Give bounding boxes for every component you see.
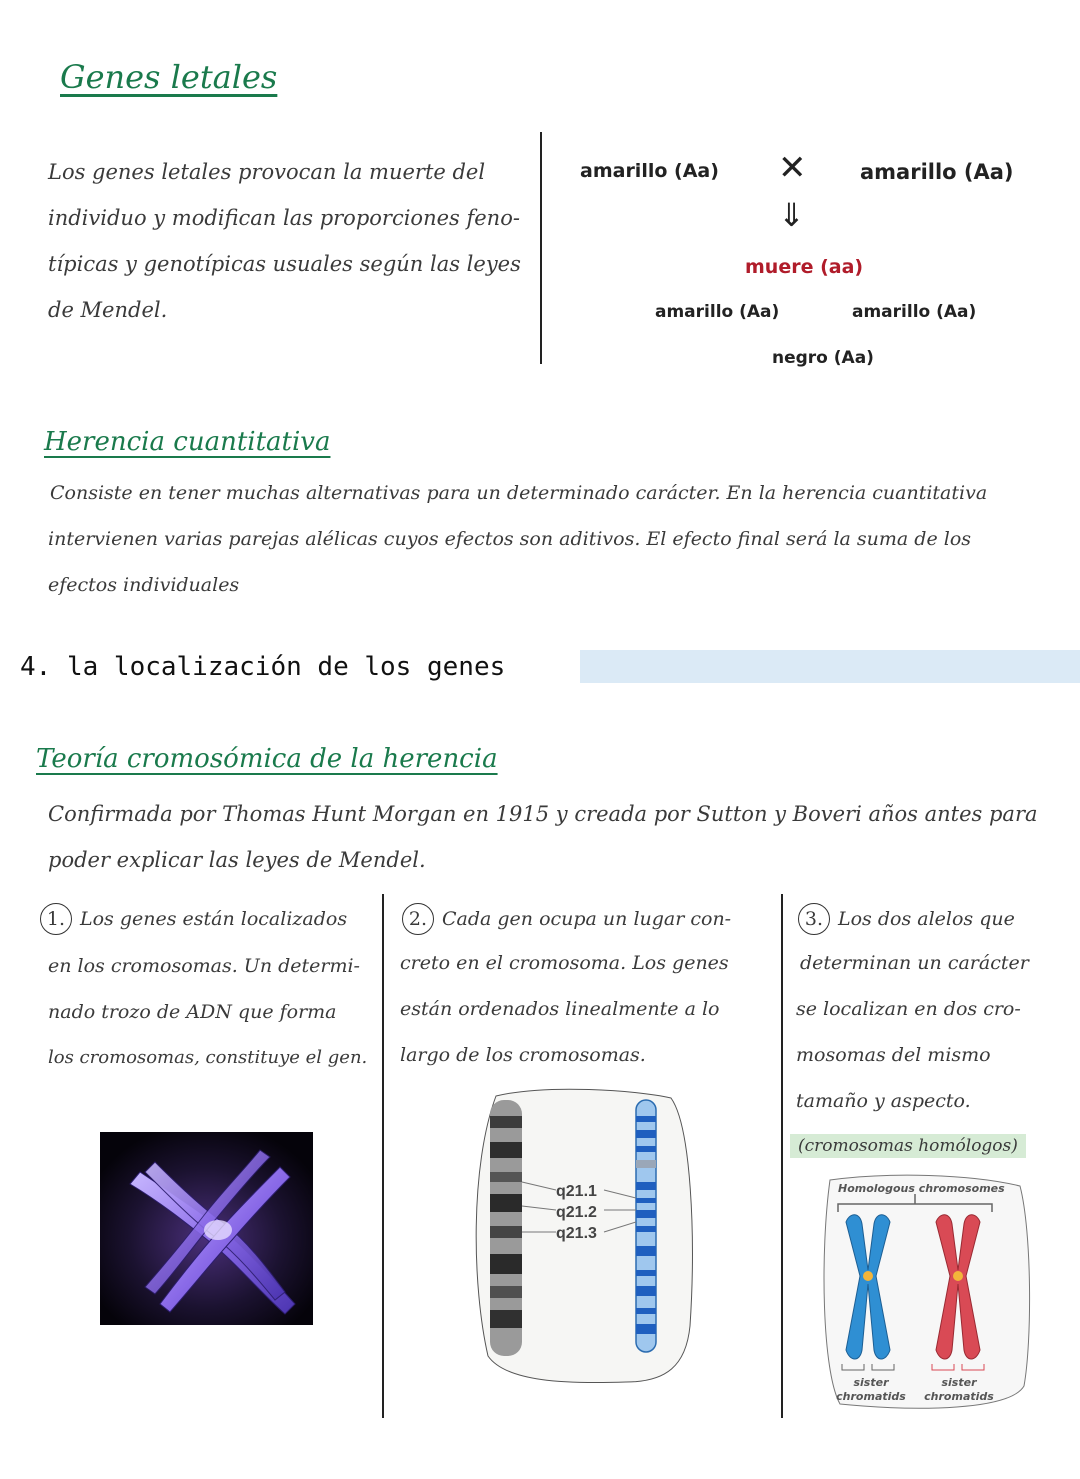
homologous-figure: [820, 1172, 1032, 1412]
sister-chromatids-right: sister chromatids: [924, 1376, 994, 1403]
col2-line-4: largo de los cromosomas.: [400, 1044, 646, 1066]
column-divider-1: [382, 894, 384, 1418]
col2-number: 2.: [402, 903, 434, 935]
cross-dies: muere (aa): [745, 256, 864, 278]
cross-parent-2: amarillo (Aa): [860, 160, 1014, 184]
col1-line-3: nado trozo de ADN que forma: [48, 1001, 337, 1023]
section-4-title: 4. la localización de los genes: [20, 652, 506, 682]
sister-chromatids-left: sister chromatids: [836, 1376, 906, 1403]
cross-arrow: ⇓: [778, 196, 805, 234]
chromosome-band-diagram: [466, 1086, 706, 1386]
lethal-line-1: Los genes letales provocan la muerte del: [48, 160, 486, 184]
col2-line-2: creto en el cromosoma. Los genes: [400, 952, 729, 974]
col2-line-1-text: Cada gen ocupa un lugar con-: [442, 908, 732, 930]
cross-child-2: amarillo (Aa): [852, 302, 977, 322]
col3-line-5: tamaño y aspecto.: [796, 1090, 971, 1112]
band-label-q21-1: q21.1: [556, 1183, 597, 1200]
cross-parent-1: amarillo (Aa): [580, 160, 719, 182]
col1-line-4: los cromosomas, constituye el gen.: [48, 1047, 368, 1068]
blue-ideogram: [636, 1100, 656, 1352]
col3-line-2: determinan un carácter: [800, 952, 1029, 974]
col1-line-2: en los cromosomas. Un determi-: [48, 955, 360, 977]
band-label-q21-3: q21.3: [556, 1225, 597, 1242]
quant-line-1: Consiste en tener muchas alternativas para un determinado carácter. En la herencia cuantitativa: [50, 482, 988, 504]
cross-child-1: amarillo (Aa): [655, 302, 780, 322]
band-label-q21-2: q21.2: [556, 1204, 597, 1221]
theory-line-1: Confirmada por Thomas Hunt Morgan en 1915 y creada por Sutton y Boveri años antes para: [48, 802, 1038, 826]
gray-chromosome: [490, 1100, 522, 1356]
lethal-line-2: individuo y modifican las proporciones feno-: [48, 206, 520, 230]
col1-number: 1.: [40, 903, 72, 935]
homologous-figure-title: Homologous chromosomes: [838, 1182, 1005, 1195]
col3-line-3: se localizan en dos cro-: [796, 998, 1021, 1020]
quant-line-2: intervienen varias parejas alélicas cuyos efectos son aditivos. El efecto final será la suma de los: [48, 528, 972, 550]
col2-line-3: están ordenados linealmente a lo: [400, 998, 720, 1020]
lethal-line-4: de Mendel.: [48, 298, 168, 322]
theory-line-2: poder explicar las leyes de Mendel.: [48, 848, 426, 872]
col1-line-1-text: Los genes están localizados: [80, 908, 348, 930]
lethal-genes-title: Genes letales: [60, 58, 278, 96]
lethal-divider: [540, 132, 542, 364]
section-4-highlight-bar: [580, 650, 1080, 683]
col3-number: 3.: [798, 903, 830, 935]
chromosome-theory-title: Teoría cromosómica de la herencia: [36, 744, 498, 774]
col3-line-1-text: Los dos alelos que: [838, 908, 1015, 930]
cross-child-3: negro (Aa): [772, 348, 874, 368]
col3-line-4: mosomas del mismo: [796, 1044, 991, 1066]
column-divider-2: [781, 894, 783, 1418]
lethal-line-3: típicas y genotípicas usuales según las leyes: [48, 252, 521, 276]
quantitative-inheritance-title: Herencia cuantitativa: [44, 427, 331, 457]
col3-line-1: [798, 903, 1015, 935]
col2-line-1: [402, 903, 731, 935]
chromosome-photo: [100, 1132, 313, 1325]
homologous-highlight: (cromosomas homólogos): [790, 1134, 1026, 1158]
quant-line-3: efectos individuales: [48, 574, 240, 596]
cross-symbol: ✕: [778, 148, 807, 188]
col1-line-1: [40, 903, 347, 935]
